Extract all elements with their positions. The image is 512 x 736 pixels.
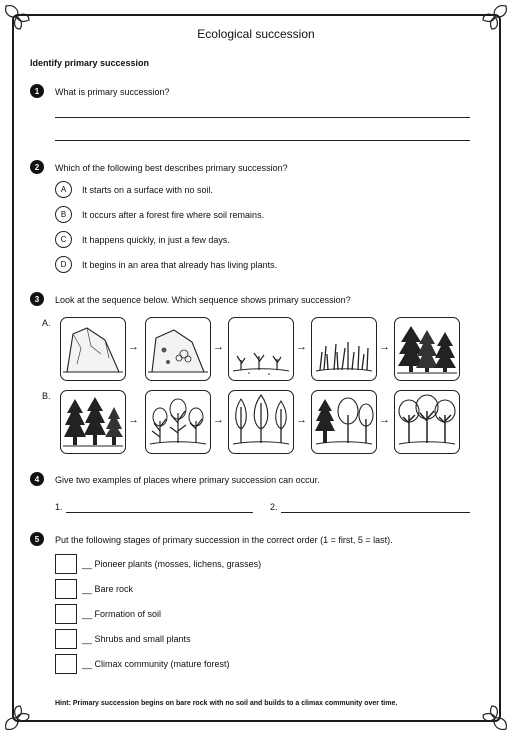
question-number: 4 — [30, 472, 44, 486]
question-text: Give two examples of places where primary succession can occur. — [55, 475, 320, 485]
sprouts-icon — [229, 318, 293, 380]
conifer-forest-panel — [394, 317, 460, 381]
sequence-b-label[interactable]: B. — [42, 391, 51, 401]
option-c-circle[interactable]: C — [55, 231, 72, 248]
grasses-panel — [311, 317, 377, 381]
option-d-circle[interactable]: D — [55, 256, 72, 273]
mixed-forest-icon — [312, 391, 376, 453]
option-c-text: It happens quickly, in just a few days. — [82, 235, 230, 245]
order-box[interactable] — [55, 654, 77, 674]
lichen-rock-panel — [145, 317, 211, 381]
conifer-forest-icon — [395, 318, 459, 380]
sprouts-panel — [228, 317, 294, 381]
option-b-text: It occurs after a forest fire where soil remains. — [82, 210, 265, 220]
bare-rock-icon — [61, 318, 125, 380]
answer-line[interactable] — [55, 140, 470, 141]
deciduous-forest-icon — [395, 391, 459, 453]
stage-item: __ Formation of soil — [82, 609, 162, 619]
question-number: 2 — [30, 160, 44, 174]
stage-item: __ Pioneer plants (mosses, lichens, grasses) — [82, 559, 262, 569]
sequence-a-label[interactable]: A. — [42, 318, 51, 328]
question-text: Which of the following best describes primary succession? — [55, 163, 288, 173]
arrow-right-icon: → — [213, 341, 224, 353]
blank-1-label: 1. — [55, 502, 63, 512]
stage-item: __ Shrubs and small plants — [82, 634, 191, 644]
stage-item: __ Bare rock — [82, 584, 134, 594]
order-box[interactable] — [55, 554, 77, 574]
arrow-right-icon: → — [296, 341, 307, 353]
option-d-text: It begins in an area that already has living plants. — [82, 260, 278, 270]
page-title: Ecological succession — [197, 27, 315, 41]
grasses-icon — [312, 318, 376, 380]
option-b-circle[interactable]: B — [55, 206, 72, 223]
arrow-right-icon: → — [296, 414, 307, 426]
young-trees-panel — [228, 390, 294, 454]
young-trees-icon — [229, 391, 293, 453]
arrow-right-icon: → — [128, 414, 139, 426]
option-a-text: It starts on a surface with no soil. — [82, 185, 214, 195]
shrubs-icon — [146, 391, 210, 453]
question-text: Look at the sequence below. Which sequence shows primary succession? — [55, 295, 351, 305]
section-subtitle: Identify primary succession — [30, 58, 150, 68]
mixed-forest-panel — [311, 390, 377, 454]
answer-line-2[interactable] — [281, 512, 470, 513]
option-a-circle[interactable]: A — [55, 181, 72, 198]
order-box[interactable] — [55, 579, 77, 599]
answer-line[interactable] — [55, 117, 470, 118]
conifer-forest-icon — [61, 391, 125, 453]
shrubs-panel — [145, 390, 211, 454]
leaf-ornament-icon — [480, 703, 510, 733]
deciduous-forest-panel — [394, 390, 460, 454]
hint-text: Hint: Primary succession begins on bare rock with no soil and builds to a climax community over time. — [55, 700, 398, 707]
question-text: Put the following stages of primary succession in the correct order (1 = first, 5 = last). — [55, 535, 393, 545]
stage-item: __ Climax community (mature forest) — [82, 659, 230, 669]
question-number: 3 — [30, 292, 44, 306]
order-box[interactable] — [55, 604, 77, 624]
arrow-right-icon: → — [379, 341, 390, 353]
conifer-forest-panel — [60, 390, 126, 454]
bare-rock-panel — [60, 317, 126, 381]
question-text: What is primary succession? — [55, 87, 170, 97]
blank-2-label: 2. — [270, 502, 278, 512]
leaf-ornament-icon — [2, 703, 32, 733]
lichen-rock-icon — [146, 318, 210, 380]
arrow-right-icon: → — [379, 414, 390, 426]
arrow-right-icon: → — [128, 341, 139, 353]
answer-line-1[interactable] — [66, 512, 253, 513]
question-number: 1 — [30, 84, 44, 98]
arrow-right-icon: → — [213, 414, 224, 426]
order-box[interactable] — [55, 629, 77, 649]
question-number: 5 — [30, 532, 44, 546]
